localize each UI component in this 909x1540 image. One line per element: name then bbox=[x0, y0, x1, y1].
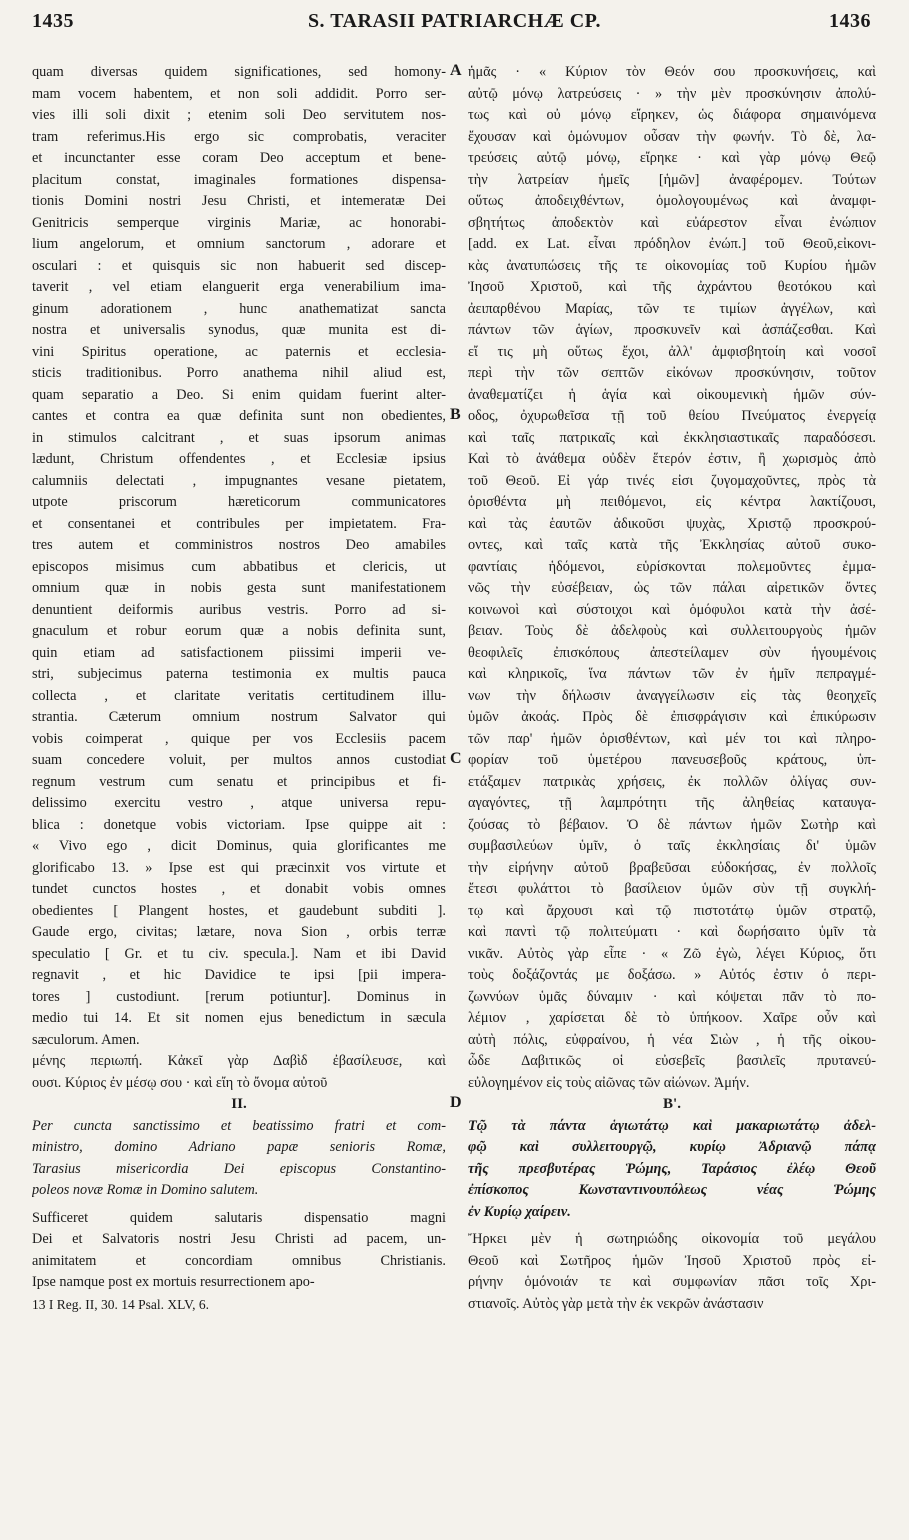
text-line: taverit , vel etiam elanguerit erga venerabilium ima- bbox=[32, 279, 446, 295]
text-line: collecta , et claritate veritatis certitudinem illu- bbox=[32, 687, 446, 704]
footnote: 13 I Reg. II, 30. 14 Psal. XLV, 6. bbox=[32, 1296, 210, 1312]
greek-overflow-line: ουσι. Κύριος ἐν μέσῳ σου · καὶ εἴη τὸ ὄνομα αὐτοῦ bbox=[32, 1074, 328, 1091]
text-line: cantes et contra ea quæ definita sunt non obedientes, bbox=[32, 408, 446, 424]
margin-marker-b: B bbox=[450, 406, 461, 423]
text-line: regnum vestrum cum senatu et principibus et fi- bbox=[32, 773, 446, 790]
text-line: ζωννύων ὑμᾶς δύναμιν · καὶ κόψεται πᾶν τὸ πο- bbox=[468, 988, 876, 1005]
text-line: νων τὴν δήλωσιν ἀναγγείλωσιν εἰς τὰς θεοηχεῖς bbox=[468, 687, 876, 704]
text-line: καὶ τὰς ἑαυτῶν ἀδικοῦσι ψυχὰς, Χριστῷ προσκρού- bbox=[468, 515, 876, 532]
text-line: Sufficeret quidem salutaris dispensatio magni bbox=[32, 1209, 446, 1226]
text-line: συμβασιλεύων ὑμῖν, ὁ ταῖς ἐκκλησίαις δι' ὑμῶν bbox=[468, 838, 876, 854]
text-line: εὐλογημένον εἰς τοὺς αἰῶνας τῶν αἰώνων. Ἀμήν. bbox=[468, 1074, 750, 1091]
section-heading-line: Tarasius misericordia Dei episcopus Constantino- bbox=[32, 1160, 446, 1177]
text-line: vobis coimperat , quique per vos Ecclesiis pacem bbox=[32, 730, 446, 747]
section-heading-line: τῆς πρεσβυτέρας Ῥώμης, Ταράσιος ἐλέῳ Θεοῦ bbox=[468, 1160, 876, 1177]
text-line: osculari : et quisquis sic non habuerit sed discep- bbox=[32, 257, 446, 274]
margin-marker-a: A bbox=[450, 62, 462, 79]
text-line: quam diversas quidem significationes, sed homony- bbox=[32, 64, 446, 80]
text-line: et incunctanter esse coram Deo acceptum et bene- bbox=[32, 150, 446, 166]
text-line: sticis traditionibus. Porro anathema nihil aliud est, bbox=[32, 365, 446, 381]
page-number-right: 1436 bbox=[829, 10, 871, 32]
text-line: καὶ ταῖς πατρικαῖς καὶ ἐκκλησιαστικαῖς παραδόσεσι. bbox=[468, 429, 876, 446]
section-heading-line: φῷ καὶ συλλειτουργῷ, κυρίῳ Ἀδριανῷ πάπᾳ bbox=[468, 1139, 876, 1155]
text-line: animitatem et concordiam omnibus Christianis. bbox=[32, 1252, 446, 1269]
text-line: τοὺς δοξάζοντάς με δοξάσω. » Αὐτός ἐστιν ὁ περι- bbox=[468, 967, 876, 983]
text-line: delissimo exercitu vestro , atque universa repu- bbox=[32, 795, 446, 811]
text-line: denuntient deiformis auribus vestris. Porro ad si- bbox=[32, 601, 446, 618]
page-number-left: 1435 bbox=[32, 10, 74, 32]
section-heading-line: ministro, domino Adriano papæ senioris Romæ, bbox=[32, 1139, 446, 1155]
section-heading-line: ἐπίσκοπος Κωνσταντινουπόλεως νέας Ῥώμης bbox=[468, 1182, 876, 1198]
text-line: Θεοῦ καὶ Σωτῆρος ἡμῶν Ἰησοῦ Χριστοῦ πρὸς εἰ- bbox=[468, 1252, 876, 1269]
section-heading-line: poleos novæ Romæ in Domino salutem. bbox=[32, 1182, 259, 1198]
section-heading-line: ἐν Κυρίῳ χαίρειν. bbox=[468, 1203, 571, 1220]
text-line: quin etiam ad satisfactionem piissimi imperii ve- bbox=[32, 644, 446, 661]
text-line: tundet cunctos hostes , et donabit vobis omnes bbox=[32, 881, 446, 897]
text-line: lædunt, Christum offendentes , et Ecclesiæ ipsius bbox=[32, 451, 446, 467]
margin-marker-c: C bbox=[450, 750, 462, 767]
text-line: καὶ παντὶ τῷ πολιτεύματι · καὶ δωρήσαιτο ὑμῖν τὰ bbox=[468, 924, 876, 940]
text-line: Ἤρκει μὲν ἡ σωτηριώδης οἰκονομία τοῦ μεγάλου bbox=[468, 1231, 876, 1247]
text-line: obedientes [ Plangent hostes, et gaudebunt subditi ]. bbox=[32, 902, 446, 919]
greek-column bbox=[468, 62, 876, 1315]
text-line: Ἰησοῦ Χριστοῦ, καὶ τῆς ἀχράντου θεοτόκου καὶ bbox=[468, 279, 876, 295]
text-line: ἔτεσι φυλάττοι τὸ βασίλειον ὑμῶν σὺν τῇ συγκλή- bbox=[468, 881, 876, 897]
text-line: tres autem et comministros nostros Deo amabiles bbox=[32, 537, 446, 553]
text-line: ετάξαμεν πατρικὰς χρήσεις, ἐκ πολλῶν ὀλίγας συν- bbox=[468, 773, 876, 790]
text-line: [add. ex Lat. εἶναι πρόδηλον ἐνώπ.] τοῦ Θεοῦ,εἰκονι- bbox=[468, 236, 876, 252]
margin-marker-d: D bbox=[450, 1094, 462, 1111]
text-line: Dei et Salvatoris nostri Jesu Christi ad pacem, un- bbox=[32, 1231, 446, 1247]
text-line: βειαν. Τοὺς δὲ ἀδελφοὺς καὶ συλλειτουργοὺς ἡμῶν bbox=[468, 623, 876, 639]
text-line: ginum adorationem , hunc anathematizat sancta bbox=[32, 300, 446, 317]
text-line: λέμιον , χαρίσεται δὲ τὸ ὑπήκοον. Χαῖρε οὖν καὶ bbox=[468, 1010, 876, 1026]
text-line: τῳ καὶ ἄρχουσι καὶ τῷ πιστοτάτῳ ὑμῶν στρατῷ, bbox=[468, 902, 876, 919]
section-heading-line: Per cuncta sanctissimo et beatissimo fratri et com- bbox=[32, 1117, 446, 1134]
text-line: οντες, καὶ ταῖς κατὰ τῆς Ἐκκλησίας αὐτοῦ συκο- bbox=[468, 537, 876, 553]
text-line: κὰς ἀνατυπώσεις τῆς τε οἰκονομίας τοῦ Κυρίου ἡμῶν bbox=[468, 257, 876, 274]
text-line: ὧδε Δαβιτικῶς οἱ εὐσεβεῖς βασιλεῖς πρυτανεύ- bbox=[468, 1053, 876, 1069]
text-line: οδος, ὀχυρωθεῖσα τῇ τοῦ θείου Πνεύματος ἐνεργείᾳ bbox=[468, 408, 876, 424]
text-line: ὁρισθέντα μὴ πειθόμενοι, εἰς κέντρα λακτίζουσι, bbox=[468, 494, 876, 510]
text-line: Καὶ τὸ ἀνάθεμα οὐδὲν ἕτερόν ἐστιν, ἢ χωρισμὸς ἀπὸ bbox=[468, 451, 876, 467]
text-line: ρήνην ὁμόνοιάν τε καὶ συμφωνίαν πᾶσι τοῖς Χρι- bbox=[468, 1274, 876, 1290]
text-line: αὐτὴ πόλις, εὐφραίνου, ἡ νέα Σιὼν , ἡ τῆς οἰκου- bbox=[468, 1031, 876, 1048]
text-line: medio tui 14. Et sit nomen ejus benedictum in sæcula bbox=[32, 1010, 446, 1026]
text-line: lium angelorum, et omnium sanctorum , adorare et bbox=[32, 236, 446, 252]
text-line: calumniis delectati , impugnantes vesane pietatem, bbox=[32, 472, 446, 489]
text-line: mam vocem habentem, et non soli addidit. Porro ser- bbox=[32, 85, 446, 102]
text-line: κοινωνοὶ καὶ σύστοιχοι καὶ ὁμόφυλοι κατὰ τὴν ἀσέ- bbox=[468, 601, 876, 618]
text-line: « Vivo ego , dicit Dominus, quia glorificantes me bbox=[32, 838, 446, 854]
running-title: S. TARASII PATRIARCHÆ CP. bbox=[307, 10, 602, 32]
text-line: in stimulos calcitrant , et suas ipsorum animas bbox=[32, 429, 446, 446]
text-line: τὴν λατρείαν ἡμεῖς [ἡμῶν] ἀναφέρομεν. Τούτων bbox=[468, 171, 876, 188]
text-line: καὶ κληρικοῖς, ἵνα πάντων τῶν ἐν ἡμῖν πεπραγμέ- bbox=[468, 666, 876, 682]
text-line: suam concedere voluit, per multos annos custodiat bbox=[32, 752, 446, 768]
text-line: αγαγόντες, τῇ λαμπρότητι τῆς ἀληθείας καταυγα- bbox=[468, 795, 876, 811]
text-line: οὕτως ἀποδειχθέντων, ὁμολογουμένως καὶ ἀναμφι- bbox=[468, 193, 876, 209]
text-line: εἴ τις μὴ οὕτως ἔχοι, ἀλλ' ἀμφισβητοίη καὶ νοσοῖ bbox=[468, 343, 876, 360]
text-line: gnaculum et robur eorum quæ a nobis definita sunt, bbox=[32, 623, 446, 639]
text-line: τῶν παρ' ἡμῶν ὁρισθέντων, καὶ μέν τοι καὶ πληρο- bbox=[468, 730, 876, 747]
text-line: omnium quæ in nobis gesta sunt manifestationem bbox=[32, 580, 446, 596]
page-header bbox=[0, 10, 909, 40]
text-line: Ipse namque post ex mortuis resurrectionem apo- bbox=[32, 1274, 315, 1290]
text-line: τὴν εἰρήνην αὐτοῦ βραβεῦσαι εὐδοκήσας, ἐν πολλοῖς bbox=[468, 859, 876, 876]
text-line: sæculorum. Amen. bbox=[32, 1031, 140, 1048]
text-line: αὐτῷ μόνῳ λατρεύσεις · » τὴν μὲν προσκύνησιν ἀπολύ- bbox=[468, 85, 876, 102]
text-line: nostra et universalis synodus, quæ munita est di- bbox=[32, 322, 446, 338]
text-line: ἔχουσαν καὶ ὁμώνυμον οὖσαν τὴν φωνήν. Τὸ δὲ, λα- bbox=[468, 128, 876, 145]
text-line: θεοφιλεῖς ἐπισκόπους ἀπεστείλαμεν σὺν ἡγουμένοις bbox=[468, 644, 876, 661]
text-line: τως καὶ οὐ μόνῳ εἴρηκεν, ὡς διάφορα σημαινόμενα bbox=[468, 107, 876, 123]
text-line: Gaude ergo, civitas; lætare, nova Sion , orbis terræ bbox=[32, 924, 446, 940]
text-line: Genitricis semperque virginis Mariæ, ac honorabi- bbox=[32, 214, 446, 231]
text-line: regnavit , et hic Davidice te ipsi [pii impera- bbox=[32, 967, 446, 983]
text-line: vini Spiritus operatione, ac paternis et ecclesia- bbox=[32, 343, 446, 360]
text-line: πάντων τῶν ἁγίων, προσκυνεῖν καὶ ἀσπάζεσθαι. Καὶ bbox=[468, 322, 876, 338]
text-line: σβητήτως ἀποδεκτὸν καὶ εὐάρεστον εἶναι ἐνώπιον bbox=[468, 214, 876, 231]
text-line: νῶς τὴν εὐσέβειαν, ὡς τῶν πάλαι αἱρετικῶν ὄντες bbox=[468, 580, 876, 596]
text-line: ζούσας τὸ βέβαιον. Ὁ δὲ πάντων ἡμῶν Σωτὴρ καὶ bbox=[468, 816, 876, 833]
text-line: ἡμᾶς · « Κύριον τὸν Θεόν σου προσκυνήσεις, καὶ bbox=[468, 64, 876, 80]
text-line: ὑμῶν ἀκοάς. Πρὸς δὲ ἐπισφράγισιν καὶ ἐπικύρωσιν bbox=[468, 709, 876, 725]
text-line: vies illi soli dixit ; etenim soli Deo servitutem nos- bbox=[32, 107, 446, 123]
section-heading-line: Τῷ τὰ πάντα ἁγιωτάτῳ καὶ μακαριωτάτῳ ἀδελ- bbox=[468, 1117, 876, 1134]
text-line: stri, subjecimus paterna testimonia ex multis pauca bbox=[32, 666, 446, 682]
text-line: strantia. Cæterum omnium nostrum Salvator qui bbox=[32, 709, 446, 725]
text-line: φορίαν τοῦ ὑμετέρου πανευσεβοῦς κράτους, ὑπ- bbox=[468, 752, 876, 768]
text-line: quam separatio a Deo. Si enim quidam fuerint alter- bbox=[32, 386, 446, 403]
section-number: II. bbox=[231, 1096, 247, 1112]
text-line: περὶ τὴν τῶν σεπτῶν εἰκόνων προσκύνησιν, τοῦτον bbox=[468, 365, 876, 381]
text-line: blica : donetque vobis victoriam. Ipse quippe ait : bbox=[32, 816, 446, 833]
text-line: tionis Domini nostri Jesu Christi, et intemeratæ Dei bbox=[32, 193, 446, 209]
text-line: νικᾶν. Αὐτὸς γὰρ εἶπε · « Ζῶ ἐγὼ, λέγει Κύριος, ὅτι bbox=[468, 945, 876, 962]
text-line: glorificabo 13. » Ipse est qui præcinxit vos virtute et bbox=[32, 859, 446, 876]
text-line: placitum constat, imaginales formationes dispensa- bbox=[32, 171, 446, 188]
text-line: τοῦ Θεοῦ. Εἰ γάρ τινές εἰσι ζυγομαχοῦντες, πρὸς τὰ bbox=[468, 472, 876, 489]
text-line: episcopos misimus cum abbatibus et clericis, ut bbox=[32, 558, 446, 575]
text-line: ἀειπαρθένου Μαρίας, τῶν τε τιμίων ἀγγέλων, καὶ bbox=[468, 300, 876, 317]
text-line: ἀναθεματίζει ἡ ἁγία καὶ οἰκουμενικὴ ἡμῶν σύν- bbox=[468, 386, 876, 403]
text-line: et consentanei et contribules per impietatem. Fra- bbox=[32, 515, 446, 532]
latin-column bbox=[32, 62, 446, 1315]
text-line: φαντίαις ἡδόμενοι, εὑρίσκονται πολεμοῦντες ἐμμα- bbox=[468, 558, 876, 575]
text-line: τρεύσεις αὐτῷ μόνῳ, εἴρηκε · καὶ γὰρ μόνῳ Θεῷ bbox=[468, 150, 876, 166]
greek-overflow-line: μένης περιωπή. Κἀκεῖ γὰρ Δαβὶδ ἐβασίλευσε, καὶ bbox=[32, 1053, 446, 1069]
text-line: speculatio [ Gr. et tu civ. specula.]. Nam et ibi David bbox=[32, 945, 446, 962]
text-line: tores ] custodiunt. [rerum potiuntur]. Dominus in bbox=[32, 988, 446, 1005]
text-line: utpote priscorum hæreticorum communicatores bbox=[32, 494, 446, 510]
text-line: στιανοῖς. Αὐτὸς γὰρ μετὰ τὴν ἐκ νεκρῶν ἀνάστασιν bbox=[468, 1295, 764, 1312]
text-line: tram referimus.His ergo sic comprobatis, veraciter bbox=[32, 128, 446, 145]
section-number: Β'. bbox=[663, 1096, 681, 1112]
